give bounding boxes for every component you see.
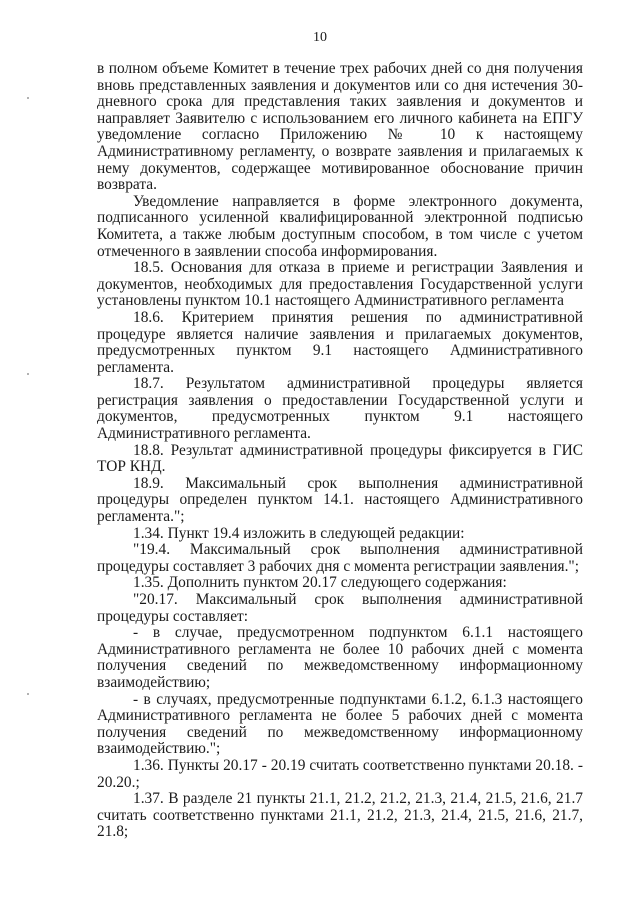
paragraph-18-6: 18.6. Критерием принятия решения по административной процедуре является наличие заявления и прилагаемых документов, предусмотренных пунктом 9.1 настоящего Административного регламента. bbox=[97, 308, 583, 376]
paragraph-continuation: в полном объеме Комитет в течение трех рабочих дней со дня получения вновь представленных заявления и документов или со дня истечения 30-дневного срока для представления таких заявления и документов и направляет Заявителю с использованием его личного кабинета на ЕПГУ уведомление согласно Приложению № 10 к настоящему Административному регламенту, о возврате заявления и прилагаемых к нему документов, содержащее мотивированное обоснование причин возврата. bbox=[97, 60, 583, 194]
paragraph-18-5: 18.5. Основания для отказа в приеме и регистрации Заявления и документов, необходимых для предоставления Государственной услуги установлены пунктом 10.1 настоящего Административного регламента bbox=[97, 259, 583, 310]
page-number: 10 bbox=[313, 30, 327, 45]
scan-speck bbox=[27, 373, 29, 375]
paragraph-1-36: 1.36. Пункты 20.17 - 20.19 считать соответственно пунктами 20.18. - 20.20.; bbox=[97, 756, 583, 791]
document-body bbox=[97, 61, 583, 841]
paragraph-18-7: 18.7. Результатом административной процедуры является регистрация заявления о предоставлении Государственной услуги и документов, предусмотренных пунктом 9.1 настоящего Административного регламента. bbox=[97, 375, 583, 443]
paragraph-1-35: 1.35. Дополнить пунктом 20.17 следующего содержания: bbox=[133, 574, 507, 592]
scan-speck bbox=[27, 693, 29, 695]
paragraph-18-8: 18.8. Результат административной процедуры фиксируется в ГИС ТОР КНД. bbox=[97, 441, 583, 476]
scan-speck bbox=[27, 97, 29, 99]
paragraph-1-34: 1.34. Пункт 19.4 изложить в следующей редакции: bbox=[133, 524, 465, 542]
paragraph-notification: Уведомление направляется в форме электронного документа, подписанного усиленной квалифицированной электронной подписью Комитета, а также любым доступным способом, в том числе с учетом отмеченного в заявлении способа информирования. bbox=[97, 192, 583, 260]
list-item-6-1-2: - в случаях, предусмотренные подпунктами 6.1.2, 6.1.3 настоящего Административного регламента не более 5 рабочих дней с момента получения сведений по межведомственному информационному взаимодействию."; bbox=[97, 690, 583, 758]
paragraph-1-37: 1.37. В разделе 21 пункты 21.1, 21.2, 21.2, 21.3, 21.4, 21.5, 21.6, 21.7 считать соответственно пунктами 21.1, 21.2, 21.3, 21.4, 21.5, 21.6, 21.7, 21.8; bbox=[97, 790, 583, 841]
paragraph-18-9: 18.9. Максимальный срок выполнения административной процедуры определен пунктом 14.1. настоящего Административного регламента."; bbox=[97, 474, 583, 526]
paragraph-20-17: "20.17. Максимальный срок выполнения административной процедуры составляет: bbox=[97, 591, 583, 625]
paragraph-19-4: "19.4. Максимальный срок выполнения административной процедуры составляет 3 рабочих дня с момента регистрации заявления."; bbox=[97, 541, 583, 575]
list-item-6-1-1: - в случае, предусмотренном подпунктом 6.1.1 настоящего Административного регламента не более 10 рабочих дней с момента получения сведений по межведомственному информационному взаимодействию; bbox=[97, 624, 583, 691]
